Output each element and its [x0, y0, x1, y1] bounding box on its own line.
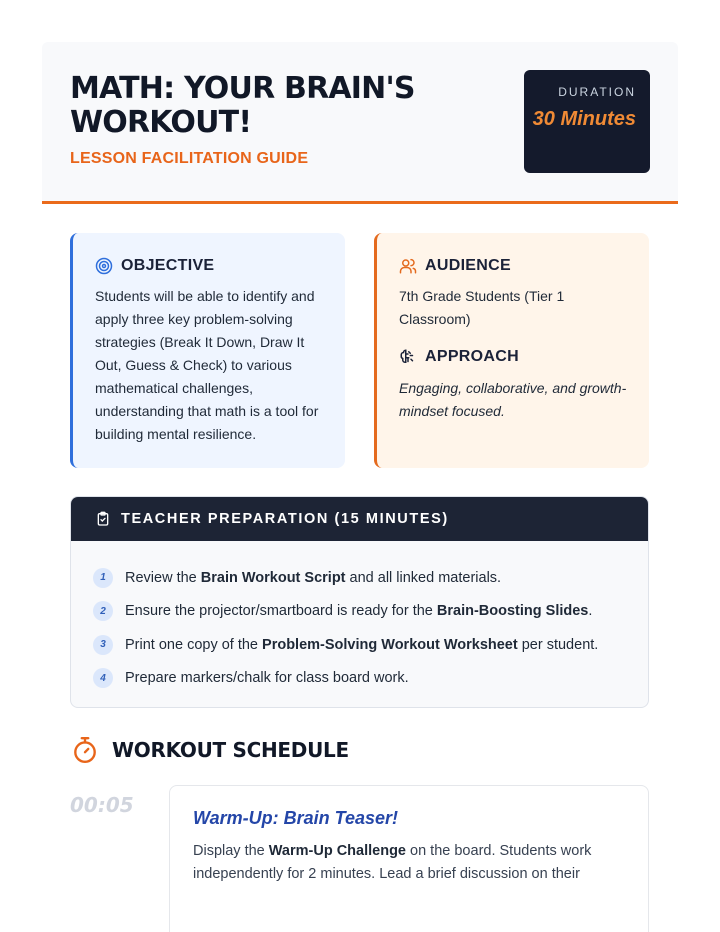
brain-icon [399, 348, 417, 366]
page-subtitle: LESSON FACILITATION GUIDE [70, 150, 309, 167]
audience-heading [399, 257, 511, 275]
page-title: MATH: YOUR BRAIN'S WORKOUT! [70, 71, 415, 140]
lesson-header [42, 42, 678, 204]
workout-schedule-heading [72, 736, 349, 764]
step-text: Print one copy of the Problem-Solving Workout Worksheet per student. [125, 636, 599, 653]
step-text: Ensure the projector/smartboard is ready for the Brain-Boosting Slides. [125, 603, 593, 620]
duration-badge [524, 70, 650, 173]
list-item [93, 662, 648, 696]
list-item [93, 595, 648, 629]
approach-heading-label: APPROACH [425, 348, 519, 365]
list-item [93, 561, 648, 595]
duration-label: DURATION [558, 85, 636, 99]
teacher-preparation-heading-label: TEACHER PREPARATION (15 MINUTES) [121, 511, 449, 527]
users-icon [399, 257, 417, 275]
clipboard-check-icon [95, 511, 111, 527]
list-item [93, 628, 648, 662]
objective-heading [95, 257, 214, 275]
objective-text: Students will be able to identify and apply three key problem-solving strategies (Break It Down, Draw It Out, Guess & Check) to various mathematical challenges, understanding that math is a tool for building mental resilience. [95, 288, 319, 442]
schedule-item-title: Warm-Up: Brain Teaser! [193, 808, 399, 828]
step-number: 3 [93, 635, 113, 655]
approach-heading [399, 348, 519, 366]
teacher-preparation-heading [71, 497, 648, 541]
preparation-list [71, 541, 648, 695]
workout-schedule-heading-label: WORKOUT SCHEDULE [112, 738, 349, 762]
audience-card [374, 233, 649, 468]
schedule-item-card [169, 785, 649, 932]
stopwatch-icon [72, 736, 98, 764]
approach-text: Engaging, collaborative, and growth-mindset focused. [399, 380, 627, 419]
target-icon [95, 257, 113, 275]
step-number: 2 [93, 601, 113, 621]
audience-text: 7th Grade Students (Tier 1 Classroom) [399, 288, 565, 327]
teacher-preparation-panel [70, 496, 649, 708]
step-text: Review the Brain Workout Script and all linked materials. [125, 569, 502, 586]
objective-card [70, 233, 345, 468]
duration-value: 30 Minutes [532, 108, 636, 130]
step-number: 1 [93, 568, 113, 588]
audience-heading-label: AUDIENCE [425, 257, 511, 274]
objective-heading-label: OBJECTIVE [121, 257, 215, 274]
schedule-item-text: Display the Warm-Up Challenge on the board. Students work independently for 2 minutes. Lead a brief discussion on their [193, 843, 592, 882]
step-text: Prepare markers/chalk for class board work. [125, 670, 409, 687]
schedule-time: 00:05 [70, 793, 134, 817]
step-number: 4 [93, 668, 113, 688]
